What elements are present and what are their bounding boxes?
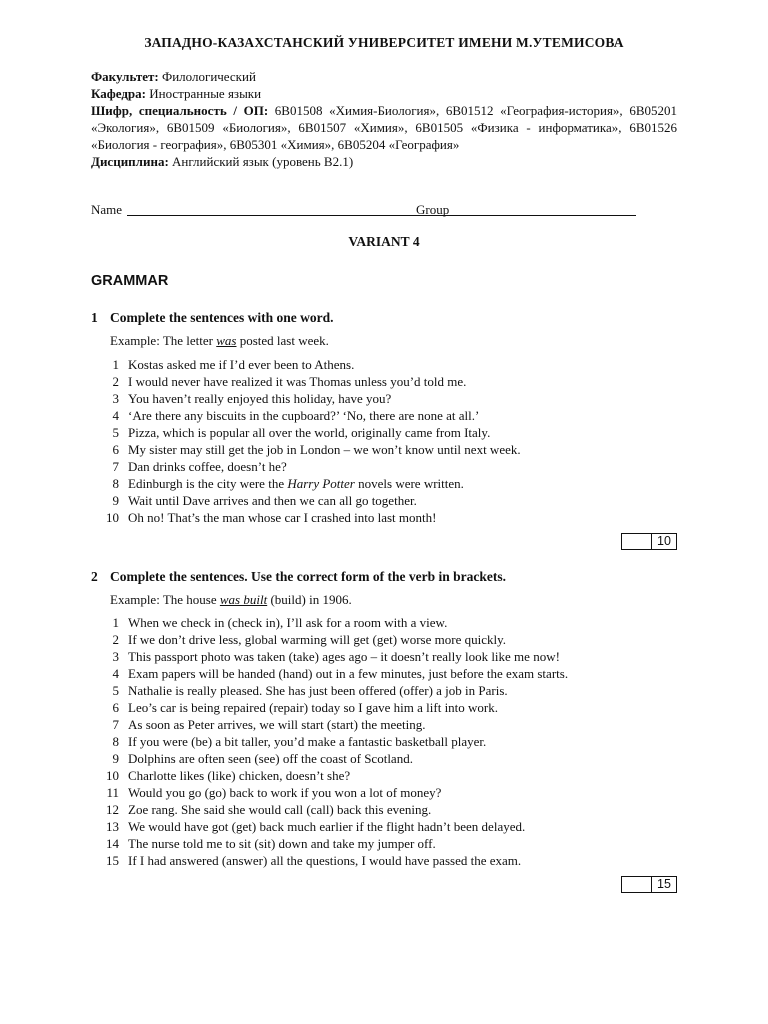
group-blank[interactable] [458, 215, 636, 216]
list-item: 3 You haven’t really enjoyed this holiday, have you? [112, 391, 392, 406]
task1-list [91, 356, 681, 526]
name-label: Name [91, 202, 123, 217]
item-text-rest: novels were written. [354, 476, 464, 491]
faculty-value: Филологический [158, 69, 256, 84]
discipline-label: Дисциплина: [91, 154, 169, 169]
item-text: I would never have realized it was Thomas unless you’d told me. [128, 374, 467, 389]
score-entry[interactable] [622, 877, 652, 892]
list-item: 7 Dan drinks coffee, doesn’t he? [112, 459, 287, 474]
item-text: If we don’t drive less, global warming will get (get) worse more quickly. [128, 632, 506, 647]
list-item: 5 Nathalie is really pleased. She has just been offered (offer) a job in Paris. [112, 683, 508, 698]
task2-instruction: Complete the sentences. Use the correct form of the verb in brackets. [110, 569, 507, 584]
task1-score-box [621, 533, 677, 550]
task2-heading [91, 568, 506, 585]
item-text: My sister may still get the job in London – we won’t know until next week. [128, 442, 521, 457]
item-text: If I had answered (answer) all the questions, I would have passed the exam. [128, 853, 522, 868]
item-italic: Harry Potter [287, 476, 355, 491]
score-max: 10 [657, 534, 671, 548]
variant-title: VARIANT 4 [348, 234, 420, 249]
list-item: 4 ‘Are there any biscuits in the cupboard?’ ‘No, there are none at all.’ [112, 408, 480, 423]
task1-instruction: Complete the sentences with one word. [110, 310, 334, 325]
item-text: If you were (be) a bit taller, you’d make a fantastic basketball player. [128, 734, 487, 749]
task1-example [110, 332, 329, 349]
task1-example-suffix: posted last week. [236, 333, 329, 348]
item-text: As soon as Peter arrives, we will start (start) the meeting. [128, 717, 426, 732]
list-item: 15 If I had answered (answer) all the questions, I would have passed the exam. [106, 853, 522, 868]
list-item: 9 Dolphins are often seen (see) off the coast of Scotland. [112, 751, 413, 766]
university-title: ЗАПАДНО-КАЗАХСТАНСКИЙ УНИВЕРСИТЕТ ИМЕНИ М.УТЕМИСОВА [144, 35, 624, 50]
item-text: Edinburgh is the city were the [128, 476, 288, 491]
item-text: This passport photo was taken (take) ages ago – it doesn’t really look like me now! [128, 649, 560, 664]
task1-heading [91, 309, 333, 326]
list-item: 13 We would have got (get) back much earlier if the flight hadn’t been delayed. [106, 819, 526, 834]
score-entry[interactable] [622, 534, 652, 549]
list-item: 6 Leo’s car is being repaired (repair) today so I gave him a lift into work. [112, 700, 499, 715]
list-item: 5 Pizza, which is popular all over the world, originally came from Italy. [112, 425, 491, 440]
task1-number: 1 [91, 310, 98, 325]
group-label: Group [416, 202, 450, 217]
list-item: 7 As soon as Peter arrives, we will start (start) the meeting. [112, 717, 426, 732]
list-item: 10 Oh no! That’s the man whose car I crashed into last month! [106, 510, 437, 525]
list-item: 9 Wait until Dave arrives and then we can all go together. [112, 493, 417, 508]
item-text: When we check in (check in), I’ll ask for a room with a view. [128, 615, 448, 630]
task2-example-answer: was built [219, 592, 268, 607]
item-text: Pizza, which is popular all over the world, originally came from Italy. [128, 425, 491, 440]
task2-example-prefix: Example: The house [110, 592, 220, 607]
item-text: Nathalie is really pleased. She has just been offered (offer) a job in Paris. [128, 683, 508, 698]
student-fields [91, 201, 677, 219]
discipline-line [91, 153, 677, 170]
list-item: 2 I would never have realized it was Thomas unless you’d told me. [112, 374, 467, 389]
list-item: 11 Would you go (go) back to work if you won a lot of money? [106, 785, 442, 800]
item-text: You haven’t really enjoyed this holiday, have you? [128, 391, 392, 406]
task1-example-answer: was [216, 333, 237, 348]
item-text: ‘Are there any biscuits in the cupboard?’ ‘No, there are none at all.’ [128, 408, 480, 423]
list-item: 3 This passport photo was taken (take) ages ago – it doesn’t really look like me now! [112, 649, 560, 664]
list-item: 8 Edinburgh is the city were the Harry Potter novels were written. [112, 476, 464, 491]
task1-example-prefix: Example: The letter [110, 333, 217, 348]
item-text: Dolphins are often seen (see) off the coast of Scotland. [128, 751, 413, 766]
department-label: Кафедра: [91, 86, 146, 101]
list-item: 1 Kostas asked me if I’d ever been to Athens. [112, 357, 355, 372]
item-text: Exam papers will be handed (hand) out in a few minutes, just before the exam starts. [128, 666, 569, 681]
task2-example-suffix: (build) in 1906. [267, 592, 352, 607]
list-item: 4 Exam papers will be handed (hand) out in a few minutes, just before the exam starts. [112, 666, 569, 681]
task2-score-box [621, 876, 677, 893]
item-text: The nurse told me to sit (sit) down and take my jumper off. [128, 836, 436, 851]
specialty-line [91, 102, 677, 153]
specialty-value: 6В01508 «Химия-Биология», 6В01512 «География-история», 6В05201 «Экология», 6В01509 «Биология», 6В01507 «Химия», 6В01505 «Физика - информатика», 6В01526 «Биология - география», 6В05301 «Химия», 6В05204 «География» [91, 103, 677, 152]
list-item: 10 Charlotte likes (like) chicken, doesn’t she? [106, 768, 351, 783]
score-max: 15 [657, 877, 671, 891]
item-text: We would have got (get) back much earlier if the flight hadn’t been delayed. [128, 819, 526, 834]
course-info [91, 68, 677, 170]
item-text: Zoe rang. She said she would call (call) back this evening. [128, 802, 432, 817]
faculty-line [91, 68, 677, 85]
department-line [91, 85, 677, 102]
specialty-label: Шифр, специальность / ОП: [91, 103, 269, 118]
list-item: 6 My sister may still get the job in London – we won’t know until next week. [112, 442, 521, 457]
item-text: Leo’s car is being repaired (repair) today so I gave him a lift into work. [128, 700, 499, 715]
list-item: 14 The nurse told me to sit (sit) down and take my jumper off. [106, 836, 436, 851]
list-item: 8 If you were (be) a bit taller, you’d make a fantastic basketball player. [112, 734, 487, 749]
item-text: Dan drinks coffee, doesn’t he? [128, 459, 287, 474]
department-value: Иностранные языки [145, 86, 262, 101]
task2-list [91, 614, 681, 869]
list-item: 12 Zoe rang. She said she would call (call) back this evening. [106, 802, 432, 817]
discipline-value: Английский язык (уровень В2.1) [168, 154, 354, 169]
item-text: Charlotte likes (like) chicken, doesn’t she? [128, 768, 351, 783]
task2-example [110, 591, 352, 608]
list-item: 2 If we don’t drive less, global warming will get (get) worse more quickly. [112, 632, 506, 647]
task2-number: 2 [91, 569, 98, 584]
faculty-label: Факультет: [91, 69, 159, 84]
item-text: Would you go (go) back to work if you won a lot of money? [128, 785, 442, 800]
item-text: Wait until Dave arrives and then we can all go together. [128, 493, 417, 508]
item-text: Oh no! That’s the man whose car I crashed into last month! [128, 510, 437, 525]
item-text: Kostas asked me if I’d ever been to Athens. [128, 357, 355, 372]
section-title: GRAMMAR [91, 273, 169, 289]
list-item: 1 When we check in (check in), I’ll ask for a room with a view. [112, 615, 448, 630]
